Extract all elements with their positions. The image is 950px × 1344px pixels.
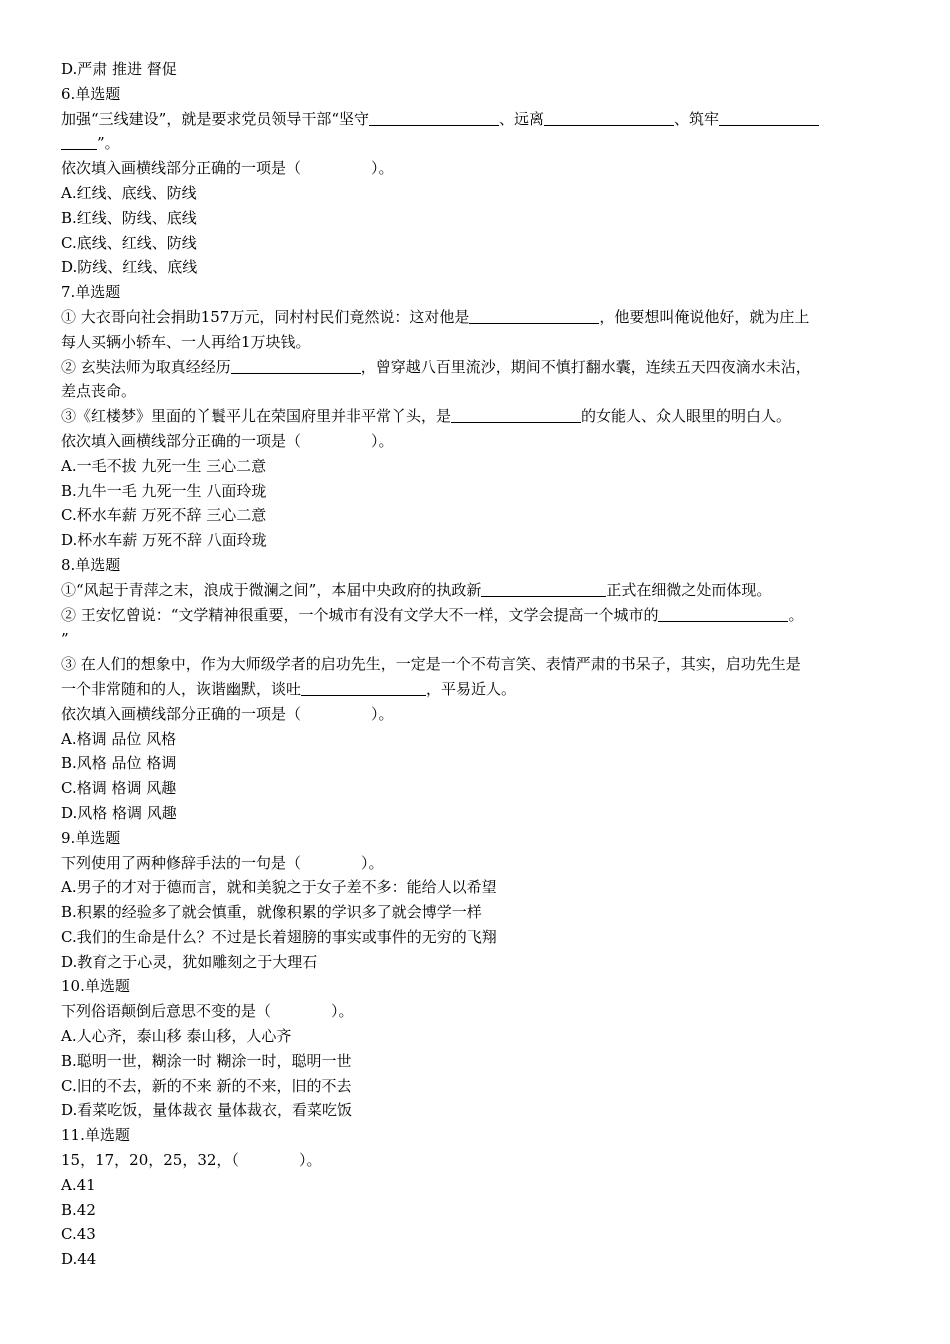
q8-option-b: B.风格 品位 格调 xyxy=(61,754,177,773)
q9-option-a: A.男子的才对于德而言，就和美貌之于女子差不多：能给人以希望 xyxy=(61,878,497,897)
q8-s1-b: 正式在细微之处而体现。 xyxy=(606,580,772,599)
q9-prompt-b: ）。 xyxy=(361,853,384,872)
q7-prompt-a: 依次填入画横线部分正确的一项是（ xyxy=(61,431,302,450)
q7-blank-2 xyxy=(231,358,361,374)
q8-sentence-2-cont: ” xyxy=(61,630,69,649)
q8-blank-1 xyxy=(481,581,606,597)
q7-option-c: C.杯水车薪 万死不辞 三心二意 xyxy=(61,506,267,525)
q11-header: 11.单选题 xyxy=(61,1126,130,1145)
exam-document xyxy=(61,57,901,1272)
q11-option-b: B.42 xyxy=(61,1200,96,1219)
q6-blank-3-cont xyxy=(61,134,97,150)
q6-blank-3 xyxy=(719,110,819,126)
q8-s3-b: 一个非常随和的人，诙谐幽默，谈吐 xyxy=(61,679,302,698)
q8-header: 8.单选题 xyxy=(61,555,121,574)
q8-blank-2 xyxy=(658,606,788,622)
q10-prompt-a: 下列俗语颠倒后意思不变的是（ xyxy=(61,1002,272,1021)
q11-prompt-b: ）。 xyxy=(298,1151,322,1170)
q10-option-a: A.人心齐，泰山移 泰山移，人心齐 xyxy=(61,1027,292,1046)
q10-option-c: C.旧的不去，新的不来 新的不来，旧的不去 xyxy=(61,1076,352,1095)
q8-prompt-a: 依次填入画横线部分正确的一项是（ xyxy=(61,704,302,723)
q7-option-a: A.一毛不拔 九死一生 三心二意 xyxy=(61,456,267,475)
q9-option-d: D.教育之于心灵，犹如雕刻之于大理石 xyxy=(61,952,318,971)
q6-stem-text-c: 、筑牢 xyxy=(674,109,720,128)
q10-option-d: D.看菜吃饭，量体裁衣 量体裁衣，看菜吃饭 xyxy=(61,1101,353,1120)
q11-option-c: C.43 xyxy=(61,1225,96,1244)
q6-header: 6.单选题 xyxy=(61,84,121,103)
q8-option-a: A.格调 品位 风格 xyxy=(61,729,177,748)
q9-prompt xyxy=(61,851,901,876)
q8-sentence-1 xyxy=(61,578,901,603)
q8-s3-c: ，平易近人。 xyxy=(426,679,517,698)
q7-s1-b: ，他要想叫俺说他好，就为庄上 xyxy=(599,307,810,326)
q8-sentence-3: ③ 在人们的想象中，作为大师级学者的启功先生，一定是一个不苟言笑、表情严肃的书呆子，其实，启功先生是 xyxy=(61,655,801,674)
q8-option-c: C.格调 格调 风趣 xyxy=(61,779,177,798)
q8-prompt-b: ）。 xyxy=(371,704,394,723)
q6-stem-line2 xyxy=(61,131,901,156)
q7-prompt xyxy=(61,429,901,454)
q8-blank-3 xyxy=(301,680,426,696)
q6-stem-text-d: ”。 xyxy=(97,134,120,153)
q11-option-a: A.41 xyxy=(61,1175,96,1194)
q7-option-d: D.杯水车薪 万死不辞 八面玲珑 xyxy=(61,531,267,550)
q6-option-d: D.防线、红线、底线 xyxy=(61,258,198,277)
q6-option-b: B.红线、防线、底线 xyxy=(61,208,197,227)
q8-s2-b: 。 xyxy=(788,605,804,624)
q6-option-a: A.红线、底线、防线 xyxy=(61,183,197,202)
q7-header: 7.单选题 xyxy=(61,283,121,302)
q7-s3-b: 的女能人、众人眼里的明白人。 xyxy=(581,407,792,426)
q10-prompt-b: ）。 xyxy=(331,1002,354,1021)
q6-prompt-a: 依次填入画横线部分正确的一项是（ xyxy=(61,159,302,178)
q6-prompt-b: ）。 xyxy=(371,159,394,178)
q9-option-c: C.我们的生命是什么？不过是长着翅膀的事实或事件的无穷的飞翔 xyxy=(61,927,497,946)
q5-option-d: D.严肃 推进 督促 xyxy=(61,60,177,78)
q9-option-b: B.积累的经验多了就会慎重，就像积累的学识多了就会博学一样 xyxy=(61,903,482,922)
q6-stem-text-a: 加强“三线建设”，就是要求党员领导干部“坚守 xyxy=(61,109,370,128)
q10-option-b: B.聪明一世，糊涂一时 糊涂一时，聪明一世 xyxy=(61,1051,352,1070)
q11-option-d: D.44 xyxy=(61,1250,97,1269)
q10-header: 10.单选题 xyxy=(61,977,130,996)
q6-blank-1 xyxy=(369,110,499,126)
q7-blank-1 xyxy=(469,308,599,324)
q7-s3-a: ③《红楼梦》里面的丫鬟平儿在荣国府里并非平常丫头，是 xyxy=(61,407,452,426)
q7-sentence-1 xyxy=(61,305,901,330)
q10-prompt xyxy=(61,999,901,1024)
q8-prompt xyxy=(61,702,901,727)
q8-s1-a: ①“风起于青萍之末，浪成于微澜之间”，本届中央政府的执政新 xyxy=(61,580,482,599)
q7-sentence-2-cont: 差点丧命。 xyxy=(61,382,137,401)
q7-blank-3 xyxy=(451,407,581,423)
q6-stem-line1 xyxy=(61,107,901,132)
q7-sentence-2 xyxy=(61,355,901,380)
q8-sentence-2 xyxy=(61,603,901,628)
q11-prompt xyxy=(61,1148,901,1173)
q9-prompt-a: 下列使用了两种修辞手法的一句是（ xyxy=(61,853,302,872)
q8-s2-a: ② 王安忆曾说：“文学精神很重要，一个城市有没有文学大不一样，文学会提高一个城市的 xyxy=(61,605,659,624)
q8-sentence-3-cont xyxy=(61,677,901,702)
q6-stem-text-b: 、远离 xyxy=(499,109,545,128)
q11-prompt-a: 15，17，20，25，32，（ xyxy=(61,1151,239,1170)
q7-sentence-3 xyxy=(61,404,901,429)
q8-option-d: D.风格 格调 风趣 xyxy=(61,803,177,822)
q7-sentence-1-cont: 每人买辆小轿车、一人再给1万块钱。 xyxy=(61,332,311,351)
q7-s2-b: ，曾穿越八百里流沙，期间不慎打翻水囊，连续五天四夜滴水未沾， xyxy=(360,357,811,376)
q7-s2-a: ② 玄奘法师为取真经经历 xyxy=(61,357,231,376)
q6-option-c: C.底线、红线、防线 xyxy=(61,233,197,252)
q7-option-b: B.九牛一毛 九死一生 八面玲珑 xyxy=(61,481,267,500)
q7-s1-a: ① 大衣哥向社会捐助157万元，同村村民们竟然说：这对他是 xyxy=(61,307,470,326)
q6-blank-2 xyxy=(544,110,674,126)
q6-prompt xyxy=(61,156,901,181)
q7-prompt-b: ）。 xyxy=(371,431,394,450)
q9-header: 9.单选题 xyxy=(61,828,121,847)
